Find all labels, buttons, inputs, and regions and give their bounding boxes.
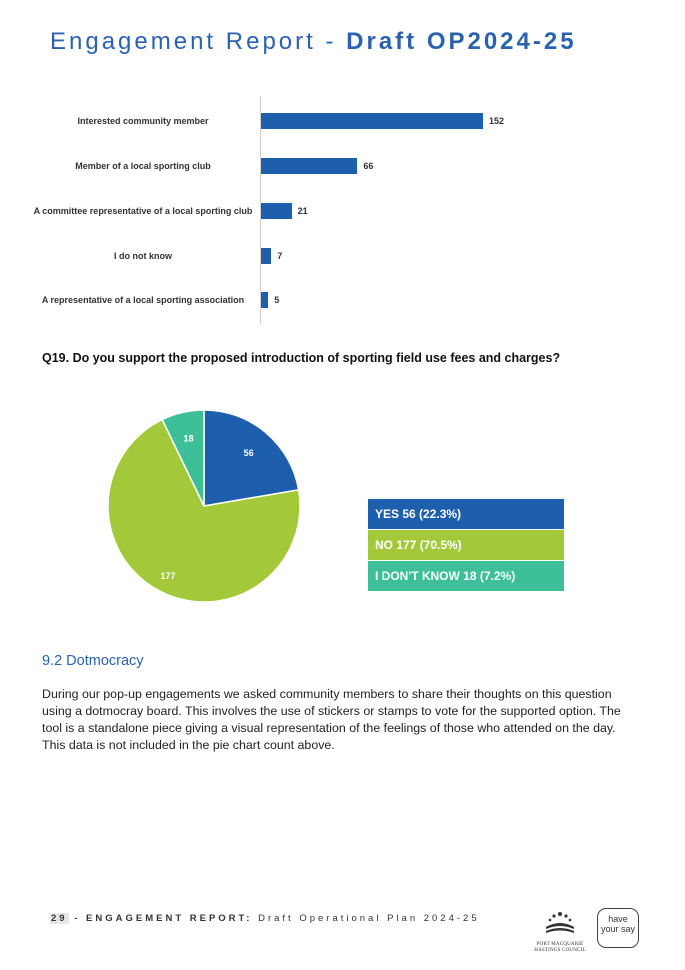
bar-category-label: Member of a local sporting club (75, 160, 211, 171)
respondent-type-bar-chart (0, 96, 685, 326)
section-heading: 9.2 Dotmocracy (42, 653, 144, 669)
page-footer (50, 913, 480, 924)
bar-value-label: 7 (277, 251, 283, 261)
question-heading: Q19. Do you support the proposed introduction of sporting field use fees and charges? (42, 351, 561, 365)
pie-slice-value-label: 177 (160, 570, 176, 581)
legend-item: YES 56 (22.3%) (368, 499, 564, 529)
have-your-say-logo (597, 908, 639, 948)
bar-value-label: 66 (363, 161, 374, 171)
hys-line1: have (608, 914, 628, 924)
bar-row (0, 203, 685, 221)
bar-category-label: I do not know (114, 250, 172, 261)
bar-row (0, 158, 685, 176)
bar (261, 158, 357, 174)
legend-item: I DON'T KNOW 18 (7.2%) (368, 561, 564, 591)
bar-category-label: A representative of a local sporting association (41, 294, 245, 305)
bar-row (0, 113, 685, 131)
title-bold: Draft OP2024-25 (346, 28, 577, 55)
pie-chart-svg (106, 408, 302, 604)
council-name-line1: PORT MACQUARIE (536, 942, 584, 947)
bar-value-label: 21 (297, 206, 308, 216)
pie-legend (368, 499, 564, 592)
bar (261, 292, 268, 308)
bar-category-label: Interested community member (77, 115, 209, 126)
footer-report-subtitle: Draft Operational Plan 2024-25 (252, 913, 480, 924)
council-name-line2: HASTINGS COUNCIL (534, 948, 586, 953)
bar-row (0, 292, 685, 310)
council-logo (528, 907, 592, 957)
support-pie-chart (106, 408, 302, 604)
bar-row (0, 248, 685, 266)
title-prefix: Engagement Report - (50, 28, 347, 55)
bar (261, 203, 292, 219)
bar-category-label: A committee representative of a local sporting club (33, 205, 253, 216)
legend-item: NO 177 (70.5%) (368, 530, 564, 560)
page-number: 29 (51, 913, 68, 924)
bar (261, 113, 483, 129)
council-emblem-icon (540, 907, 580, 937)
pie-slice-value-label: 18 (183, 433, 194, 444)
footer-separator: - (68, 913, 87, 924)
bar-value-label: 152 (489, 116, 505, 126)
section-body: During our pop-up engagements we asked community members to share their thoughts on this question using a dotmocray board. This involves the use of stickers or stamps to vote for the supported option. The tool is a standalone piece giving a visual representation of the feelings of those who attended on the day. This data is not included in the pie chart count above. (42, 687, 621, 752)
bar-value-label: 5 (274, 295, 280, 305)
page-title (50, 28, 577, 56)
hys-line2: your say (600, 924, 635, 934)
pie-slice-value-label: 56 (243, 448, 254, 459)
footer-report-label: ENGAGEMENT REPORT: (86, 913, 253, 924)
bar (261, 248, 271, 264)
